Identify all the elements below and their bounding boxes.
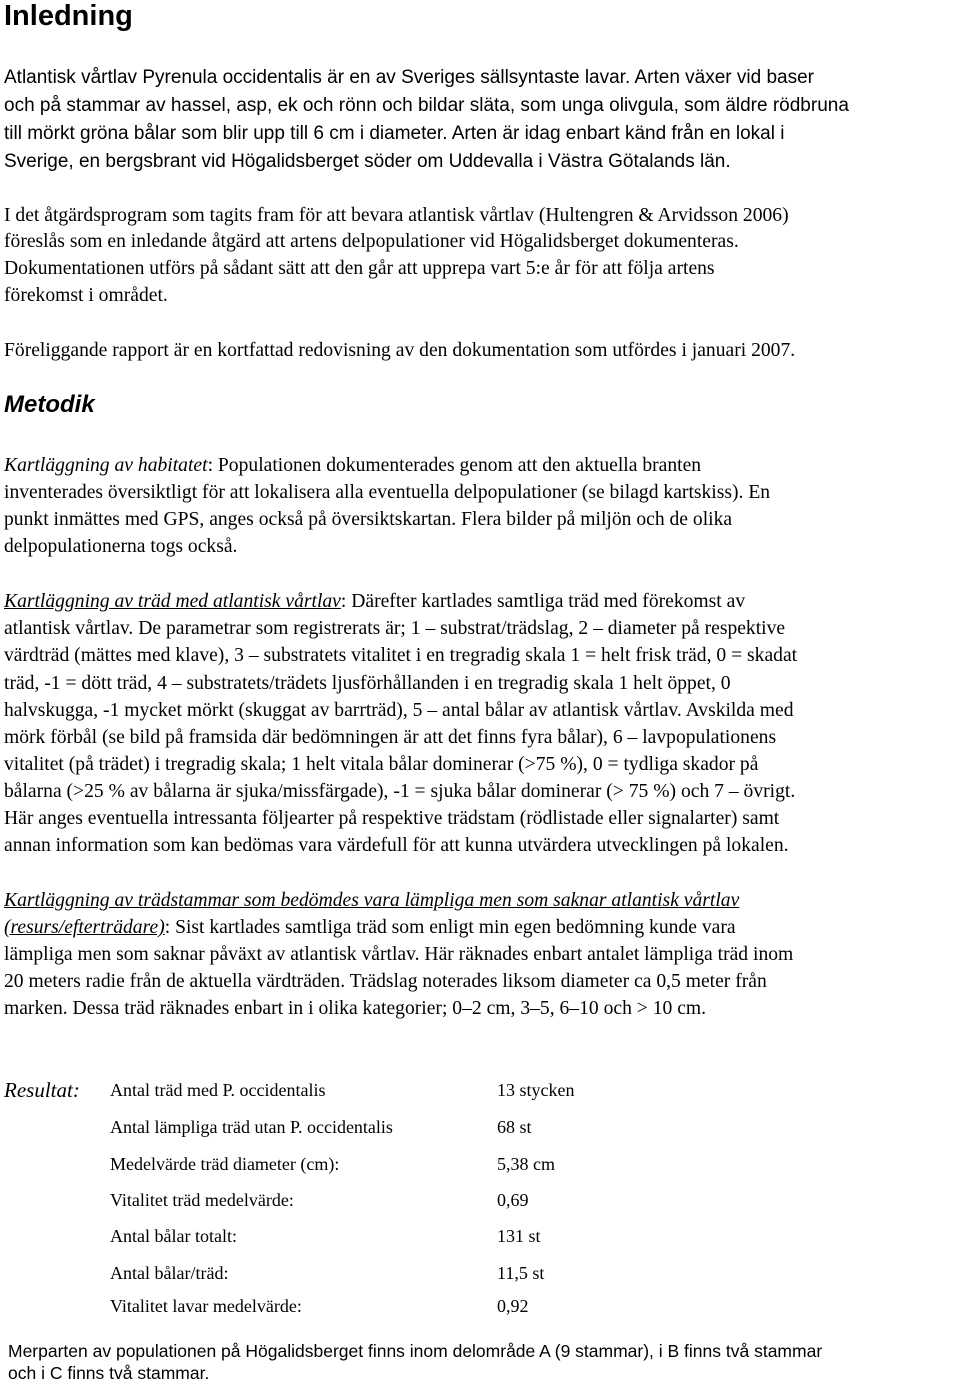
result-row-value: 0,92 (497, 1296, 529, 1316)
intro-line-1: Atlantisk vårtlav Pyrenula occidentalis är en av Sveriges sällsyntaste lavar. Arten växer vid baser (4, 67, 814, 88)
result-row-value: 5,38 cm (497, 1154, 555, 1174)
intro-line-2: och på stammar av hassel, asp, ek och rönn och bildar släta, som unga olivgula, som äldre rödbruna (4, 95, 849, 116)
stems-line-4: 20 meters radie från de aktuella värdträden. Trädslag noterades liksom diameter ca 0,5 meter från (4, 971, 767, 992)
program-line-4: förekomst i området. (4, 285, 168, 306)
trees-line-7: vitalitet (på trädet) i tregradig skala; 1 helt vitala bålar dominerar (>75 %), 0 = tydliga skador på (4, 754, 759, 775)
program-line-3: Dokumentationen utförs på sådant sätt att den går att upprepa vart 5:e år för att följa artens (4, 258, 715, 279)
trees-line-5: halvskugga, -1 mycket mörkt (skuggat av barrträd), 5 – antal bålar av atlantisk vårtlav. Avskilda med (4, 700, 794, 721)
report-line: Föreliggande rapport är en kortfattad redovisning av den dokumentation som utfördes i januari 2007. (4, 340, 796, 361)
stems-line-2 (4, 917, 736, 939)
section-heading-metodik: Metodik (4, 391, 95, 418)
intro-line-3: till mörkt gröna bålar som blir upp till 6 cm i diameter. Arten är idag enbart känd från en lokal i (4, 123, 785, 144)
result-row-value: 0,69 (497, 1190, 529, 1210)
result-row-label: Antal bålar totalt: (110, 1226, 237, 1246)
trees-line-1 (4, 591, 745, 613)
habitat-line-3: punkt inmättes med GPS, anges också på översiktskartan. Flera bilder på miljön och de olika (4, 509, 733, 530)
footer-line-2: och i C finns två stammar. (8, 1363, 210, 1383)
trees-line-9: Här anges eventuella intressanta följearter på respektive trädstam (rödlistade eller signalarter) samt (4, 808, 780, 829)
result-row-label: Vitalitet träd medelvärde: (110, 1190, 294, 1210)
result-row-value: 13 stycken (497, 1080, 575, 1100)
results-label: Resultat: (4, 1078, 80, 1102)
page-title: Inledning (4, 0, 133, 32)
trees-first-rest: : Därefter kartlades samtliga träd med förekomst av (340, 591, 746, 612)
stems-line-5: marken. Dessa träd räknades enbart in i olika kategorier; 0–2 cm, 3–5, 6–10 och > 10 cm. (4, 998, 707, 1019)
result-row-value: 131 st (497, 1226, 541, 1246)
result-row-value: 11,5 st (497, 1263, 545, 1283)
stems-line-3: lämpliga men som saknar påväxt av atlantisk vårtlav. Här räknades enbart antalet lämpliga träd inom (4, 944, 794, 965)
habitat-line-2: inventerades översiktligt för att lokalisera alla eventuella delpopulationer (se bilagd kartskiss). En (4, 482, 771, 503)
trees-line-10: annan information som kan bedömas vara värdefull för att kunna utvärdera utvecklingen på lokalen. (4, 835, 789, 856)
stems-label-2: (resurs/efterträdare) (4, 917, 165, 938)
habitat-first-rest: : Populationen dokumenterades genom att den aktuella branten (207, 455, 702, 476)
trees-line-2: atlantisk vårtlav. De parametrar som registrerats är; 1 – substrat/trädslag, 2 – diameter på respektive (4, 618, 786, 639)
intro-line-4: Sverige, en bergsbrant vid Högalidsberget söder om Uddevalla i Västra Götalands län. (4, 151, 731, 172)
footer-line-1: Merparten av populationen på Högalidsberget finns inom delområde A (9 stammar), i B finns två stammar (8, 1341, 823, 1361)
result-row-label: Antal lämpliga träd utan P. occidentalis (110, 1117, 393, 1137)
habitat-line-4: delpopulationerna togs också. (4, 536, 238, 557)
result-row-label: Antal träd med P. occidentalis (110, 1080, 326, 1100)
program-line-2: föreslås som en inledande åtgärd att artens delpopulationer vid Högalidsberget dokumenteras. (4, 231, 739, 252)
trees-label: Kartläggning av träd med atlantisk vårtlav (4, 591, 341, 612)
stems-label-1: Kartläggning av trädstammar som bedömdes vara lämpliga men som saknar atlantisk vårtlav (4, 890, 740, 911)
trees-line-3: värdträd (mättes med klave), 3 – substratets vitalitet i en tregradig skala 1 = helt frisk träd, 0 = skadat (4, 645, 798, 666)
stems-second-rest: : Sist kartlades samtliga träd som enligt min egen bedömning kunde vara (164, 917, 736, 938)
trees-line-4: träd, -1 = dött träd, 4 – substratets/trädets ljusförhållanden i en tregradig skala 1 helt öppet, 0 (4, 673, 731, 694)
habitat-label: Kartläggning av habitatet (4, 455, 208, 476)
stems-line-1 (4, 890, 739, 912)
trees-line-8: bålarna (>25 % av bålarna är sjuka/missfärgade), -1 = sjuka bålar dominerar (> 75 %) och 7 – övrigt. (4, 781, 796, 802)
result-row-label: Antal bålar/träd: (110, 1263, 229, 1283)
result-row-label: Vitalitet lavar medelvärde: (110, 1296, 302, 1316)
trees-line-6: mörk förbål (se bild på framsida där bedömningen är att det finns fyra bålar), 6 – lavpopulationens (4, 727, 777, 748)
result-row-value: 68 st (497, 1117, 532, 1137)
habitat-line-1 (4, 455, 701, 477)
program-line-1: I det åtgärdsprogram som tagits fram för att bevara atlantisk vårtlav (Hultengren & Arvidsson 2006) (4, 205, 789, 226)
result-row-label: Medelvärde träd diameter (cm): (110, 1154, 340, 1174)
